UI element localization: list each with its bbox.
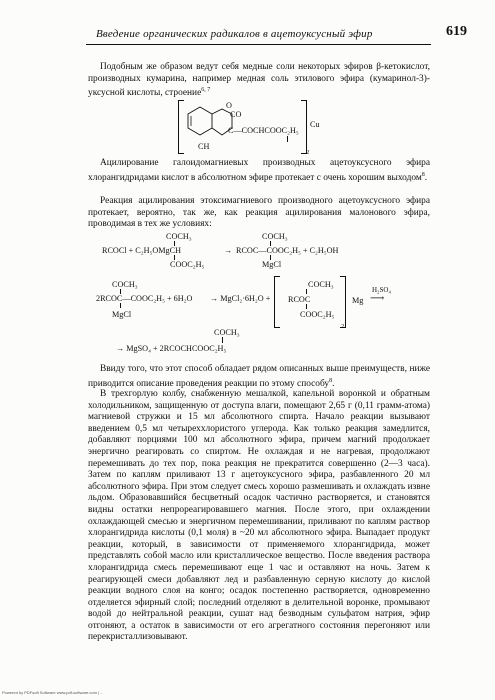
- ring-carbonyl: CO: [230, 110, 242, 119]
- paragraph-advantages: Ввиду того, что этот способ обладает рядом описанных выше преимуществ, ниже приводится описание проведения реакции по этому способу$^8$.: [88, 364, 430, 389]
- r2-acetyl: COCH₃: [112, 280, 138, 289]
- bond-line: [287, 136, 288, 142]
- bond-line: [222, 337, 223, 343]
- paragraph-text: Ацилирование галоидомагниевых производных ацетоуксусного эфира хлорангидридами кислот в абсолютном эфире протекает с очень хорошим выходом: [88, 158, 430, 183]
- running-title: Введение органических радикалов в ацетоуксусный эфир: [96, 28, 373, 40]
- r2-b-rcoc: RCOC: [288, 295, 311, 304]
- page-number: 619: [446, 24, 467, 39]
- ring-chain: C—COCHCOOC₂H₅: [228, 126, 299, 135]
- bracket-left: [274, 276, 280, 328]
- r2-arrow: ⟶: [370, 293, 385, 304]
- paragraph-mechanism: Реакция ацилирования этоксимагниевого производного ацетоуксусного эфира протекает, вероятно, так же, как реакция ацилирования малонового эфира, проводимая в тех же условиях:: [88, 196, 430, 230]
- bond-line: [120, 303, 121, 308]
- r2-reactants: 2RCOC—COOC₂H₅ + 6H₂O: [96, 294, 193, 303]
- bracket-right: [301, 100, 307, 154]
- paragraph-acylation: Ацилирование галоидомагниевых производных ацетоуксусного эфира хлорангидридами кислот в абсолютном эфире протекает с очень хорошим выходом$^8$.: [88, 158, 430, 183]
- r2-b-acetyl: COCH₃: [308, 280, 334, 289]
- paragraph-coumarin: [88, 62, 430, 100]
- bond-line: [306, 304, 307, 309]
- r1-ester: COOC₂H₅: [170, 260, 205, 269]
- r2-b-ester: COOC₂H₅: [300, 310, 335, 319]
- r1-mgcl: MgCl: [262, 260, 282, 269]
- r2-arrow-label: H₂SO₄: [372, 286, 391, 294]
- r3-products: → MgSO₄ + 2RCOCHCOOC₂H₅: [116, 344, 227, 353]
- r1-reactants: RCOCl + C₂H₅OMgCH: [102, 246, 182, 255]
- r1-acetyl-product: COCH₃: [262, 232, 288, 241]
- bracket-right: [340, 276, 346, 328]
- reference-mark: 6, 7: [201, 87, 211, 94]
- running-header: [86, 24, 467, 45]
- ring-oxygen: O: [226, 101, 232, 110]
- paragraph-text: Подобным же образом ведут себя медные соли некоторых эфиров β-кетокислот, производных кумарина, например медная соль этилового эфира (кумаринол-3)-уксусной кислоты, строение: [88, 62, 430, 99]
- bracket-left: [178, 100, 184, 154]
- copper-symbol: Cu: [310, 120, 320, 129]
- reference-mark: 8: [329, 377, 333, 384]
- r2-mgcl: MgCl: [112, 310, 132, 319]
- r1-arrow: →: [224, 246, 233, 255]
- r3-acetyl: COCH₃: [214, 328, 240, 337]
- r2-byproduct: → MgCl₂·6H₂O +: [210, 294, 271, 303]
- bond-line: [306, 289, 307, 294]
- paragraph-text: Ввиду того, что этот способ обладает рядом описанных выше преимуществ, ниже приводится описание проведения реакции по этому способу: [88, 364, 430, 389]
- r2-b-magnesium: Mg: [352, 296, 364, 305]
- paragraph-procedure: В трехгорлую колбу, снабженную мешалкой, капельной воронкой и обратным холодильником, защищенную от доступа влаги, помещают 2,65 г (0,11 грамм-атома) магниевой стружки и 15 мл абсолютного спирта. Начало реакции вызывают введением 0,5 мл четыреххлористого углерода. Как только реакция замедлится, добавляют порциями 100 мл абсолютного эфира, причем магний продолжает энергично реагировать со спиртом. Не охлаждая и не нагревая, продолжают перемешивать до тех пор, пока реакция не прекратится совершенно (2—3 часа). Затем по каплям приливают 13 г ацетоуксусного эфира, разбавленного 20 мл абсолютного эфира. При этом следует смесь хорошо размешивать и охлаждать извне льдом. Образовавшийся бесцветный осадок частично растворяется, и становятся видны остатки непрореагировавшего магния. После этого, при охлаждении охлаждающей смесью и энергичном перемешивании, приливают по каплям раствор хлорангидрида кислоты (0,1 моля) в ~20 мл абсолютного эфира. Выпадает продукт реакции, который, в зависимости от применяемого хлорангидрида, может представлять собой масло или кристаллическое вещество. После введения раствора хлорангидрида смесь перемешивают еще 1 час и оставляют на ночь. Затем к реагирующей смеси добавляют лед и разбавленную серную кислоту до кислой реакции водного слоя на конго; осадок постепенно растворяется, одновременно отделяется эфирный слой; последний отделяют в делительной воронке, промывают водой до нейтральной реакции, сушат над безводным сульфатом натрия, эфир отгоняют, а остаток в зависимости от его агрегатного состояния перегоняют или перекристаллизовывают.: [88, 389, 430, 643]
- subscript-two: 2: [341, 323, 345, 330]
- reference-mark: 8: [421, 171, 425, 178]
- r1-products: RCOC—COOC₂H₅ + C₂H₅OH: [236, 246, 339, 255]
- footer-watermark: Powered by PDFsoft Software www.pdf-software.com | ...: [2, 690, 104, 695]
- r1-acetyl-top: COCH₃: [166, 232, 192, 241]
- subscript-two: 2: [306, 149, 310, 156]
- ring-ch: CH: [198, 142, 210, 151]
